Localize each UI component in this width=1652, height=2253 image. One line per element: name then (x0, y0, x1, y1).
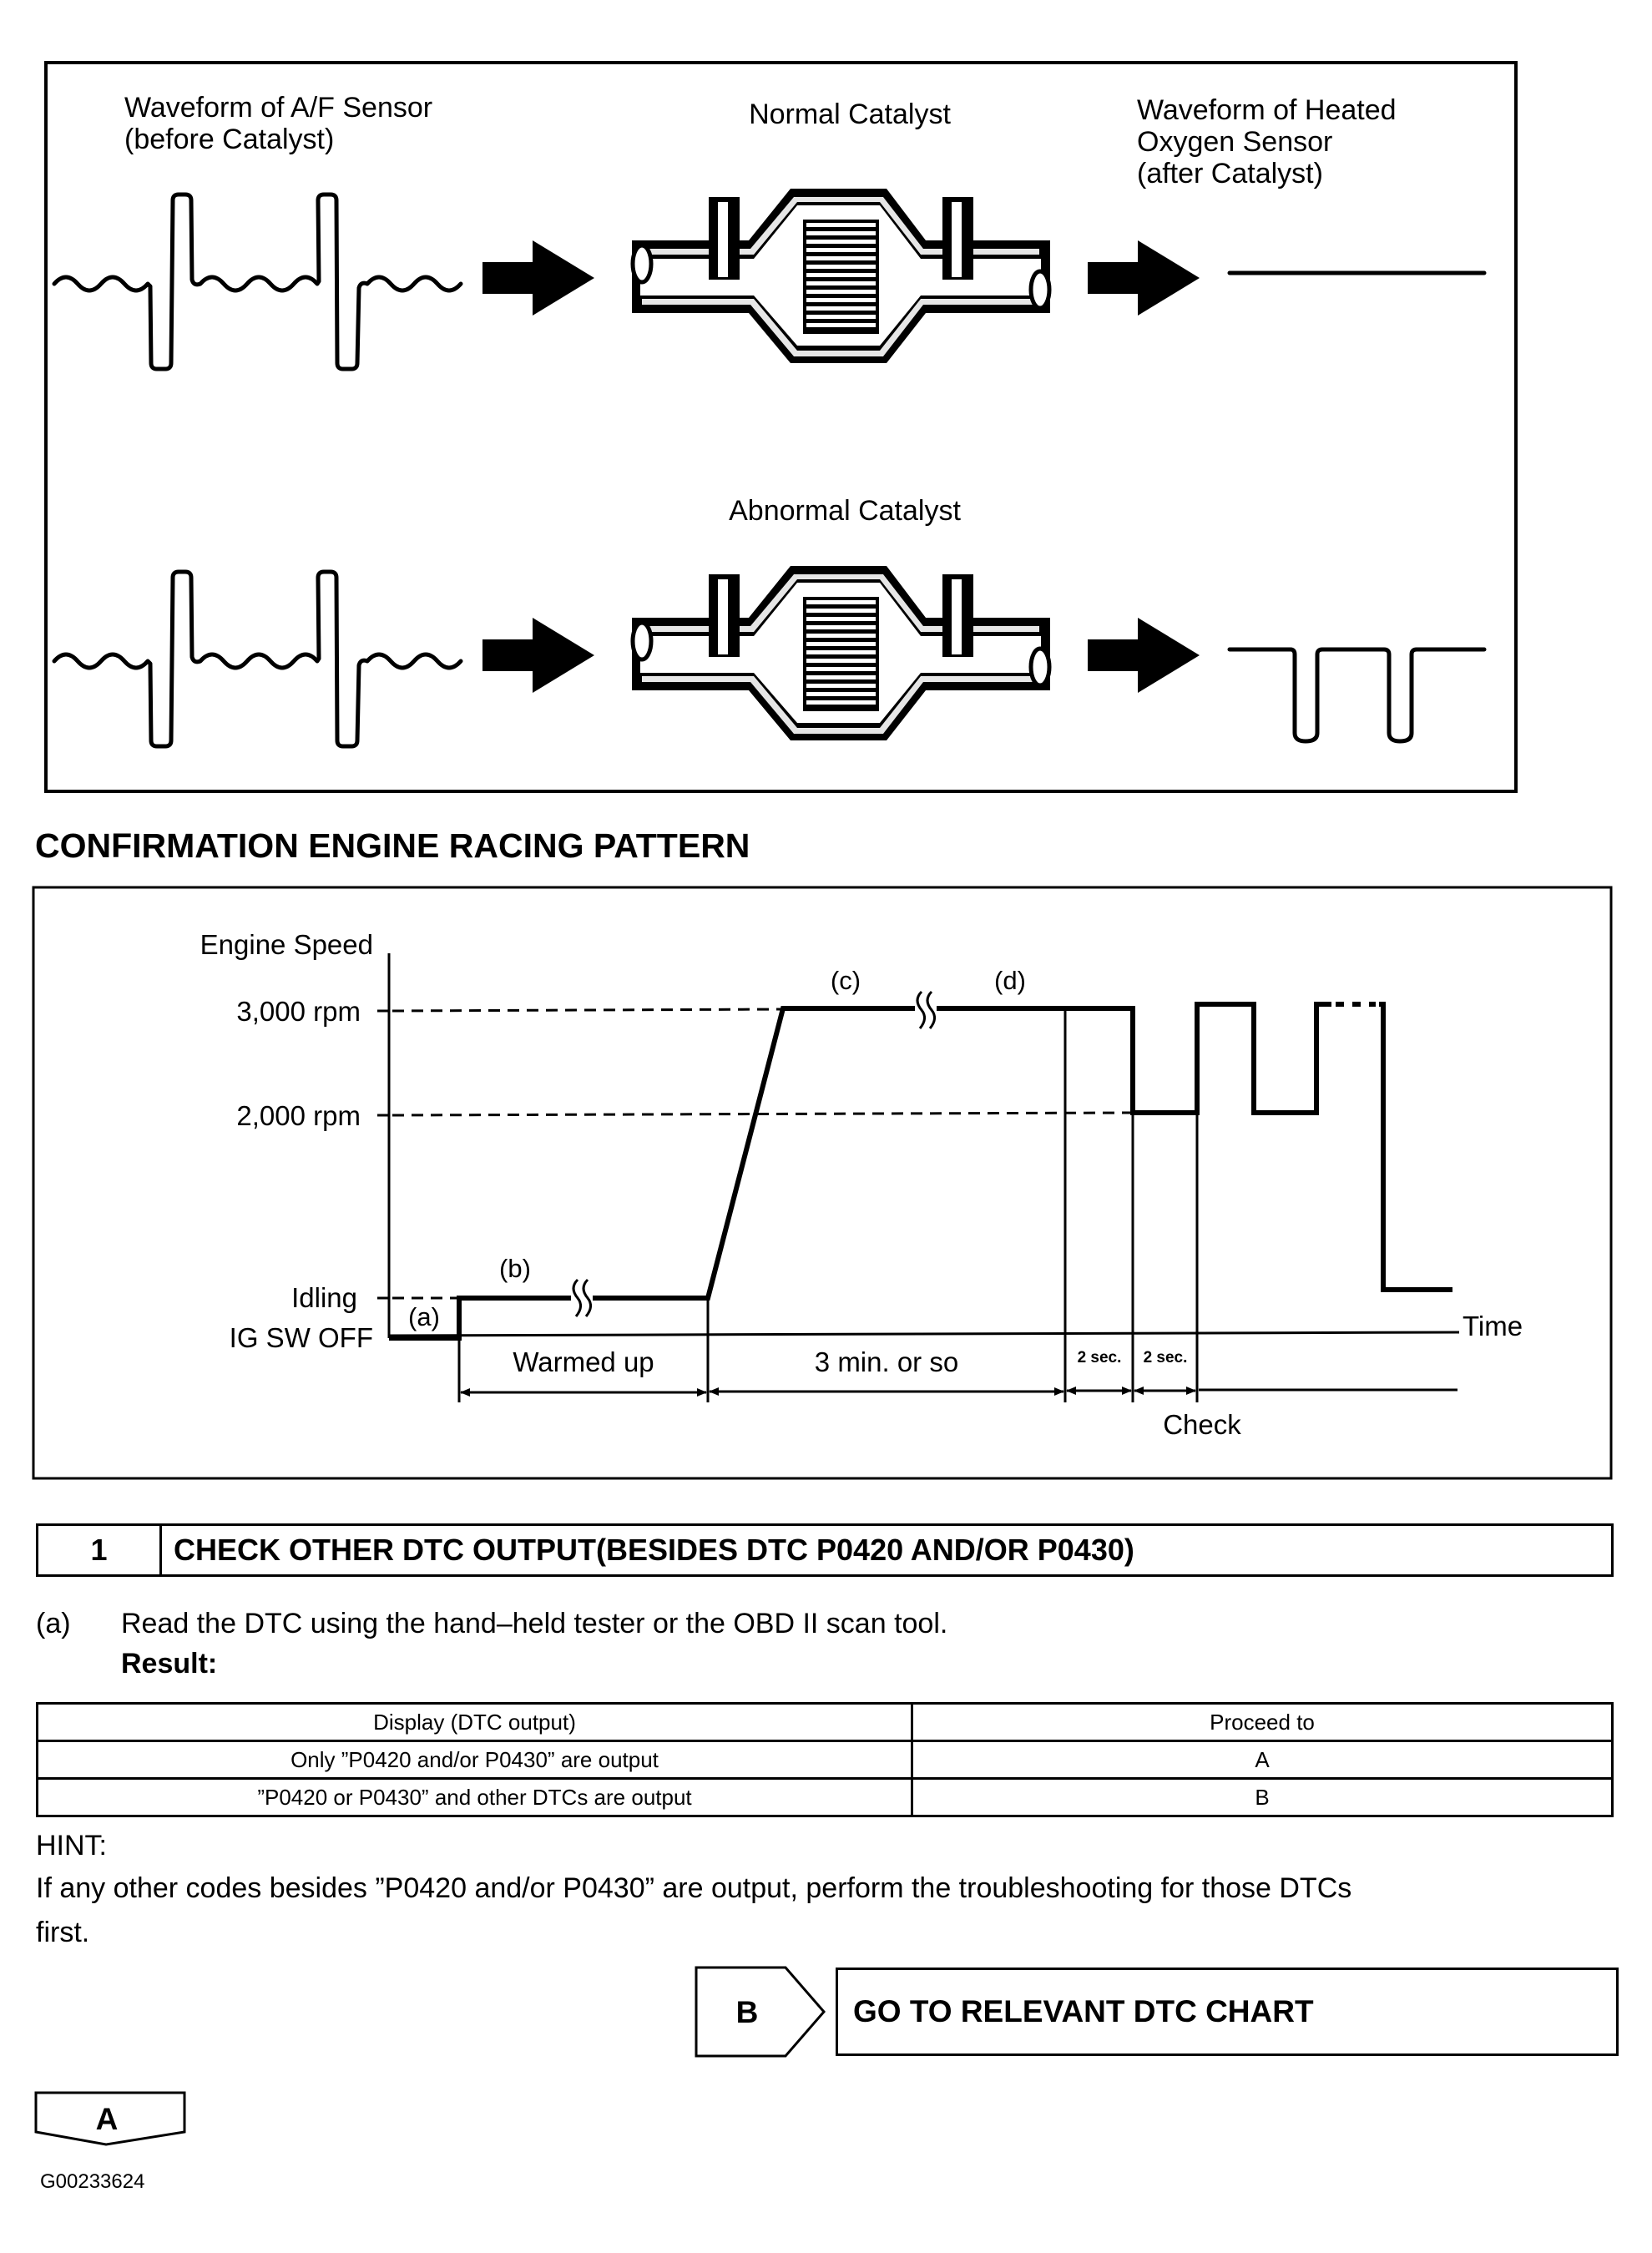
before-catalyst-label-line2: (before Catalyst) (124, 124, 335, 155)
after-catalyst-label-line1: Waveform of Heated (1137, 94, 1397, 126)
af-sensor-waveform-normal (54, 194, 461, 369)
table-header-row (38, 1704, 1613, 1741)
result-label: Result: (121, 1648, 218, 1680)
engine-speed-trace-end (1379, 1004, 1452, 1290)
y-tick-label-idling: Idling (291, 1282, 357, 1313)
ho2s-waveform-switching (1230, 649, 1484, 741)
phase-label-d: (d) (994, 966, 1026, 995)
branch-b-tag[interactable] (693, 1963, 831, 2060)
catalyst-waveform-diagram (0, 0, 1652, 801)
step-number: 1 (38, 1526, 162, 1574)
interval-label-3min: 3 min. or so (814, 1346, 959, 1377)
branch-a-tag[interactable] (32, 2089, 190, 2149)
y-tick-label-2000: 2,000 rpm (236, 1100, 361, 1131)
af-sensor-waveform-abnormal (54, 572, 461, 746)
step-title: CHECK OTHER DTC OUTPUT(BESIDES DTC P0420 AND/OR P0430) (174, 1533, 1134, 1567)
go-to-relevant-dtc-chart-button[interactable]: GO TO RELEVANT DTC CHART (836, 1968, 1619, 2056)
x-axis-label: Time (1463, 1311, 1523, 1341)
instruction-marker: (a) (36, 1608, 71, 1639)
normal-catalyst-icon (632, 189, 1050, 363)
instruction-text: Read the DTC using the hand–held tester or the OBD II scan tool. (121, 1608, 948, 1639)
figure-code: G00233624 (40, 2170, 145, 2193)
y-tick-label-3000: 3,000 rpm (236, 996, 361, 1027)
ref-3000 (392, 1009, 783, 1011)
after-catalyst-label-line2: Oxygen Sensor (1137, 126, 1333, 158)
hint-label: HINT: (36, 1830, 107, 1862)
normal-catalyst-label: Normal Catalyst (749, 99, 951, 130)
result-table (36, 1702, 1614, 1817)
hint-text-line1: If any other codes besides ”P0420 and/or P0430” are output, perform the troubleshooting for those DTCs (36, 1872, 1352, 1904)
y-axis-label: Engine Speed (200, 929, 373, 960)
hint-text-line2: first. (36, 1917, 90, 1948)
engine-racing-pattern-chart (0, 868, 1652, 1494)
ref-2000 (392, 1113, 1133, 1115)
table-row (38, 1741, 1613, 1779)
step-header (36, 1523, 1614, 1577)
check-label: Check (1163, 1409, 1241, 1440)
arrow-icon (482, 240, 594, 316)
phase-label-a: (a) (408, 1302, 440, 1331)
abnormal-catalyst-label: Abnormal Catalyst (729, 495, 961, 527)
phase-label-c: (c) (830, 966, 861, 995)
branch-a-label: A (95, 2102, 119, 2136)
table-row (38, 1779, 1613, 1816)
arrow-icon (1088, 618, 1200, 693)
engine-speed-trace (389, 1004, 1331, 1338)
abnormal-catalyst-icon (632, 566, 1050, 740)
interval-label-2sec-1: 2 sec. (1077, 1349, 1122, 1366)
phase-label-b: (b) (499, 1254, 531, 1283)
table-header: Proceed to (912, 1704, 1613, 1741)
table-cell: ”P0420 or P0430” and other DTCs are output (38, 1779, 912, 1816)
table-cell: A (912, 1741, 1613, 1779)
table-cell: Only ”P0420 and/or P0430” are output (38, 1741, 912, 1779)
before-catalyst-label-line1: Waveform of A/F Sensor (124, 92, 433, 124)
arrow-icon (1088, 240, 1200, 316)
interval-label-warmed-up: Warmed up (513, 1346, 654, 1377)
table-cell: B (912, 1779, 1613, 1816)
y-tick-label-ig-off: IG SW OFF (229, 1322, 373, 1353)
branch-b-label: B (735, 1995, 759, 2029)
interval-label-2sec-2: 2 sec. (1143, 1349, 1188, 1366)
section-title: CONFIRMATION ENGINE RACING PATTERN (35, 826, 750, 865)
x-axis (389, 1332, 1459, 1336)
arrow-icon (482, 618, 594, 693)
after-catalyst-label-line3: (after Catalyst) (1137, 158, 1323, 189)
table-header: Display (DTC output) (38, 1704, 912, 1741)
